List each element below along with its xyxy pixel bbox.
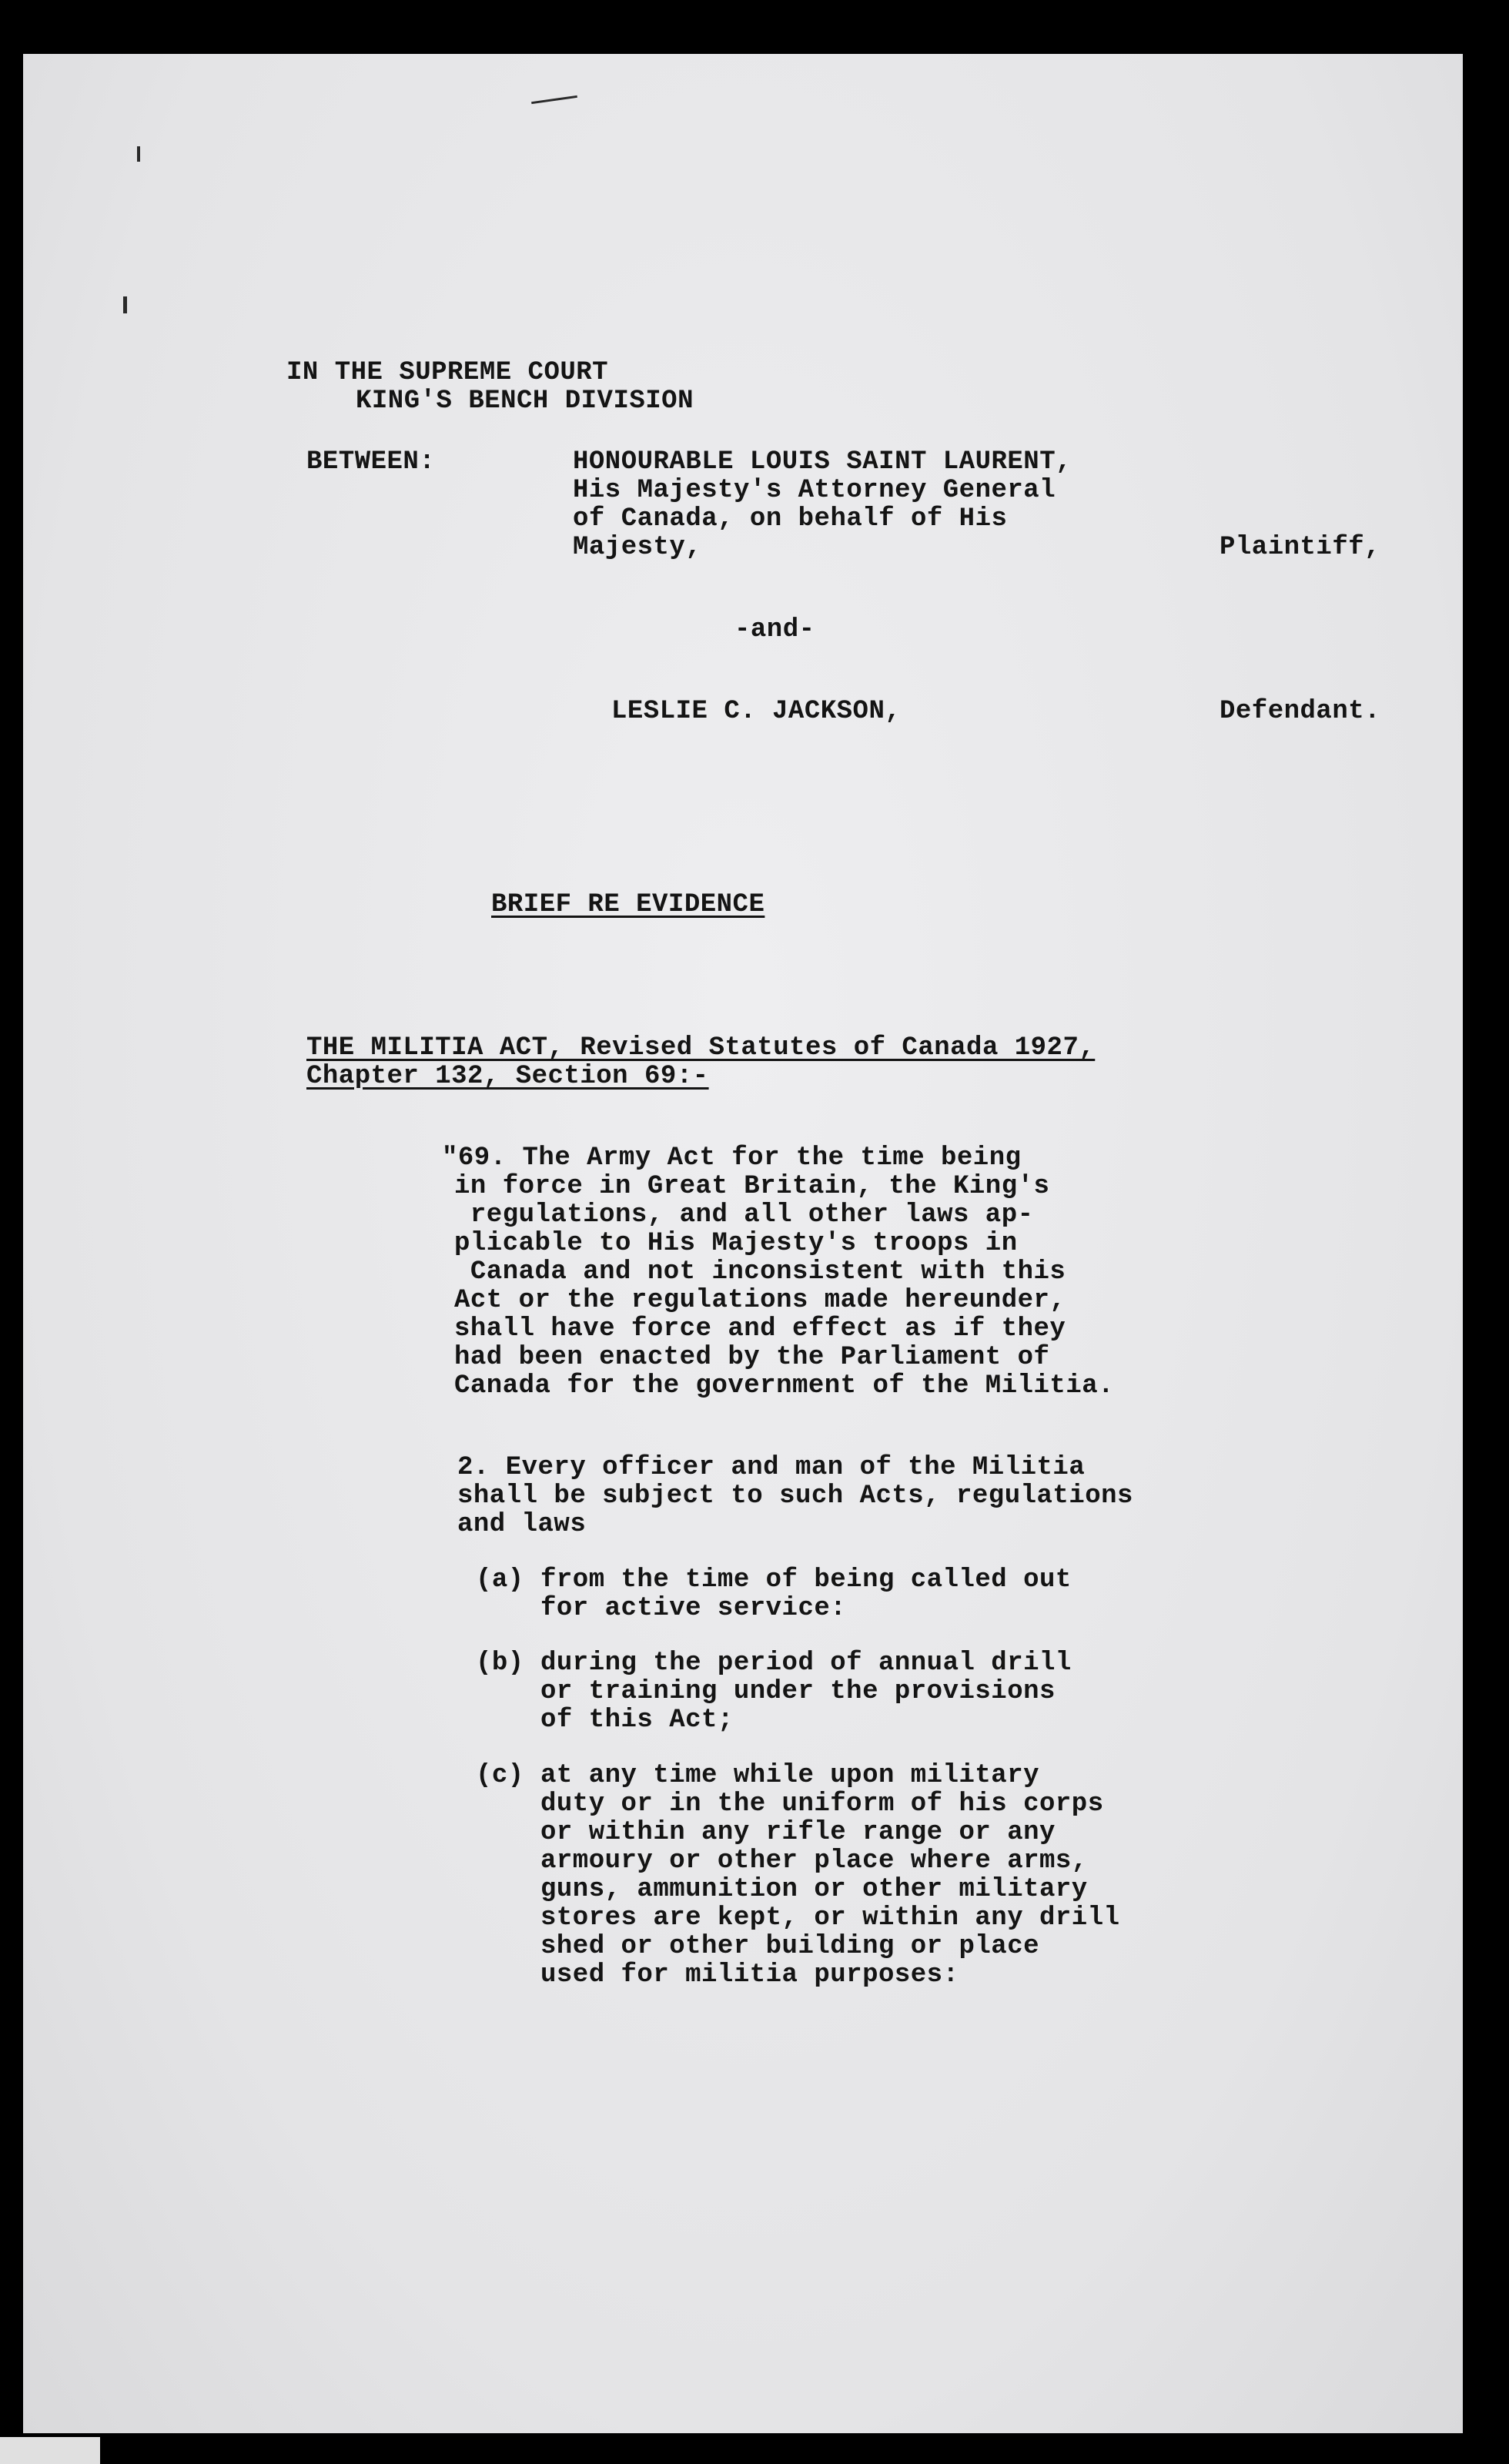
- item-c-line-7: shed or other building or place: [540, 1932, 1040, 1961]
- item-c-line-1: at any time while upon military: [540, 1761, 1040, 1790]
- item-c-line-3: or within any rifle range or any: [540, 1818, 1056, 1847]
- brief-title: BRIEF RE EVIDENCE: [491, 890, 765, 919]
- between-label: BETWEEN:: [306, 447, 436, 477]
- defendant-role: Defendant.: [1220, 697, 1381, 726]
- margin-dot: [137, 146, 140, 162]
- corner-label-strip: [0, 2437, 100, 2464]
- item-c-line-5: guns, ammunition or other military: [540, 1875, 1088, 1904]
- item-c-line-2: duty or in the uniform of his corps: [540, 1789, 1104, 1819]
- s69-p2-line-2: shall be subject to such Acts, regulations: [457, 1481, 1133, 1511]
- s69-p1-line-7: shall have force and effect as if they: [454, 1314, 1066, 1344]
- item-c-line-6: stores are kept, or within any drill: [540, 1903, 1120, 1933]
- s69-p2-line-3: and laws: [457, 1510, 587, 1539]
- plaintiff-line-1: HONOURABLE LOUIS SAINT LAURENT,: [573, 447, 1072, 477]
- court-division: KING'S BENCH DIVISION: [356, 387, 694, 416]
- plaintiff-line-3: of Canada, on behalf of His: [573, 504, 1008, 534]
- item-a-label: (a): [476, 1565, 524, 1595]
- s69-p1-line-3: regulations, and all other laws ap-: [454, 1200, 1034, 1230]
- item-a-line-1: from the time of being called out: [540, 1565, 1072, 1595]
- s69-p1-line-2: in force in Great Britain, the King's: [454, 1172, 1050, 1201]
- item-a-line-2: for active service:: [540, 1594, 847, 1623]
- and-separator: -and-: [734, 615, 815, 644]
- s69-p1-line-6: Act or the regulations made hereunder,: [454, 1286, 1066, 1315]
- margin-dot: [123, 296, 127, 313]
- s69-p1-line-9: Canada for the government of the Militia.: [454, 1371, 1115, 1401]
- item-b-line-2: or training under the provisions: [540, 1677, 1056, 1706]
- item-b-line-1: during the period of annual drill: [540, 1649, 1072, 1678]
- plaintiff-line-2: His Majesty's Attorney General: [573, 476, 1056, 505]
- s69-p2-line-1: 2. Every officer and man of the Militia: [457, 1453, 1086, 1482]
- defendant-name: LESLIE C. JACKSON,: [611, 697, 902, 726]
- statute-heading-line-2: Chapter 132, Section 69:-: [306, 1062, 709, 1091]
- item-c-line-8: used for militia purposes:: [540, 1960, 959, 1990]
- s69-p1-line-5: Canada and not inconsistent with this: [454, 1257, 1066, 1287]
- plaintiff-line-4: Majesty,: [573, 533, 702, 562]
- statute-heading-line-1: THE MILITIA ACT, Revised Statutes of Canada 1927,: [306, 1033, 1096, 1063]
- item-b-line-3: of this Act;: [540, 1706, 734, 1735]
- s69-p1-line-1: "69. The Army Act for the time being: [442, 1143, 1022, 1173]
- court-name: IN THE SUPREME COURT: [286, 358, 609, 387]
- s69-p1-line-4: plicable to His Majesty's troops in: [454, 1229, 1018, 1258]
- plaintiff-role: Plaintiff,: [1220, 533, 1381, 562]
- item-c-label: (c): [476, 1761, 524, 1790]
- s69-p1-line-8: had been enacted by the Parliament of: [454, 1343, 1050, 1372]
- item-c-line-4: armoury or other place where arms,: [540, 1846, 1088, 1876]
- item-b-label: (b): [476, 1649, 524, 1678]
